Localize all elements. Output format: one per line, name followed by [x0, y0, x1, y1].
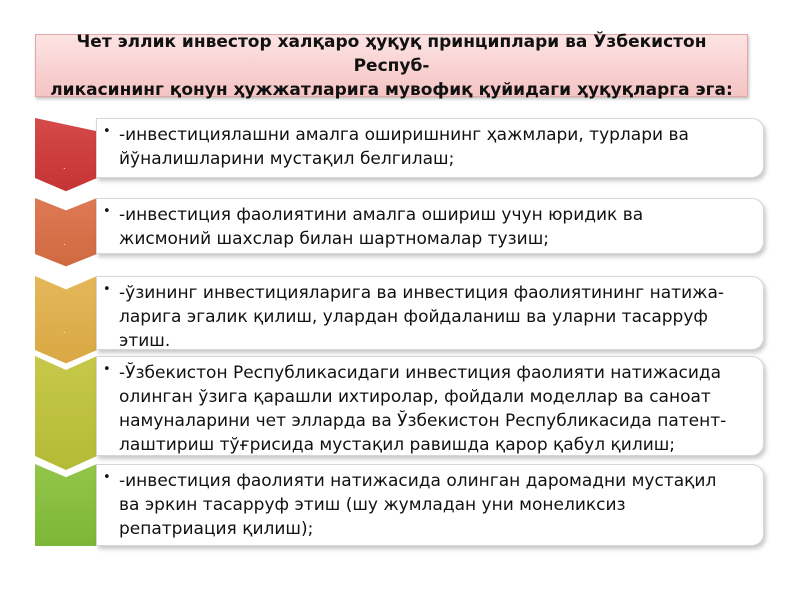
item-text: -инвестиция фаолияти натижасида олинган даромадни мустақил ва эркин тасарруф этиш (шу жумладан уни монеликсиз репатриация қилиш);: [119, 471, 717, 539]
bullet-icon: •: [103, 362, 111, 377]
list-item: [0, 276, 800, 350]
item-text: -Ўзбекистон Республикасидаги инвестиция фаолияти натижасида олинган ўзига қарашли ихтиролар, фойдали моделлар ва саноат намуналарини чет элларда ва Ўзбекистон Республикасида патент- лаштириш тўғрисида мустақил равишда қарор қабул қилиш;: [119, 363, 727, 455]
diagram-title: [35, 31, 748, 100]
list-item: [0, 198, 800, 254]
chevron-shape: [35, 356, 97, 456]
chevron-marker: .: [63, 238, 66, 247]
bullet-icon: •: [103, 204, 111, 219]
item-box: [96, 276, 764, 350]
chevron-marker: .: [63, 162, 66, 171]
list-item: [0, 356, 800, 456]
item-box: [96, 356, 764, 456]
item-text: -ўзининг инвестицияларига ва инвестиция фаолиятининг натижа- ларига эгалик қилиш, улардан фойдаланиш ва уларни тасарруф этиш.: [119, 283, 724, 351]
chevron-shape: [35, 198, 97, 254]
chevron-marker: .: [63, 326, 66, 335]
bullet-icon: •: [103, 124, 111, 139]
bullet-icon: •: [103, 282, 111, 297]
item-text: -инвестициялашни амалга оширишнинг ҳажмлари, турлари ва йўналишларини мустақил белгилаш;: [119, 125, 689, 169]
item-text: -инвестиция фаолиятини амалга ошириш учун юридик ва жисмоний шахслар билан шартномалар тузиш;: [119, 205, 644, 249]
chevron-shape: [35, 276, 97, 350]
list-item: [0, 464, 800, 546]
list-item: [0, 118, 800, 178]
bullet-icon: •: [103, 470, 111, 485]
item-box: [96, 464, 764, 546]
diagram-title-text: Чет эллик инвестор халқаро ҳуқуқ принциплари ва Ўзбекистон Респуб- ликасининг қонун ҳужжатларига мувофиқ қуйидаги ҳуқуқларга эга:: [50, 31, 733, 100]
chevron-shape: [35, 464, 97, 546]
item-box: [96, 198, 764, 254]
chevron-shape: [35, 118, 97, 178]
item-box: [96, 118, 764, 178]
